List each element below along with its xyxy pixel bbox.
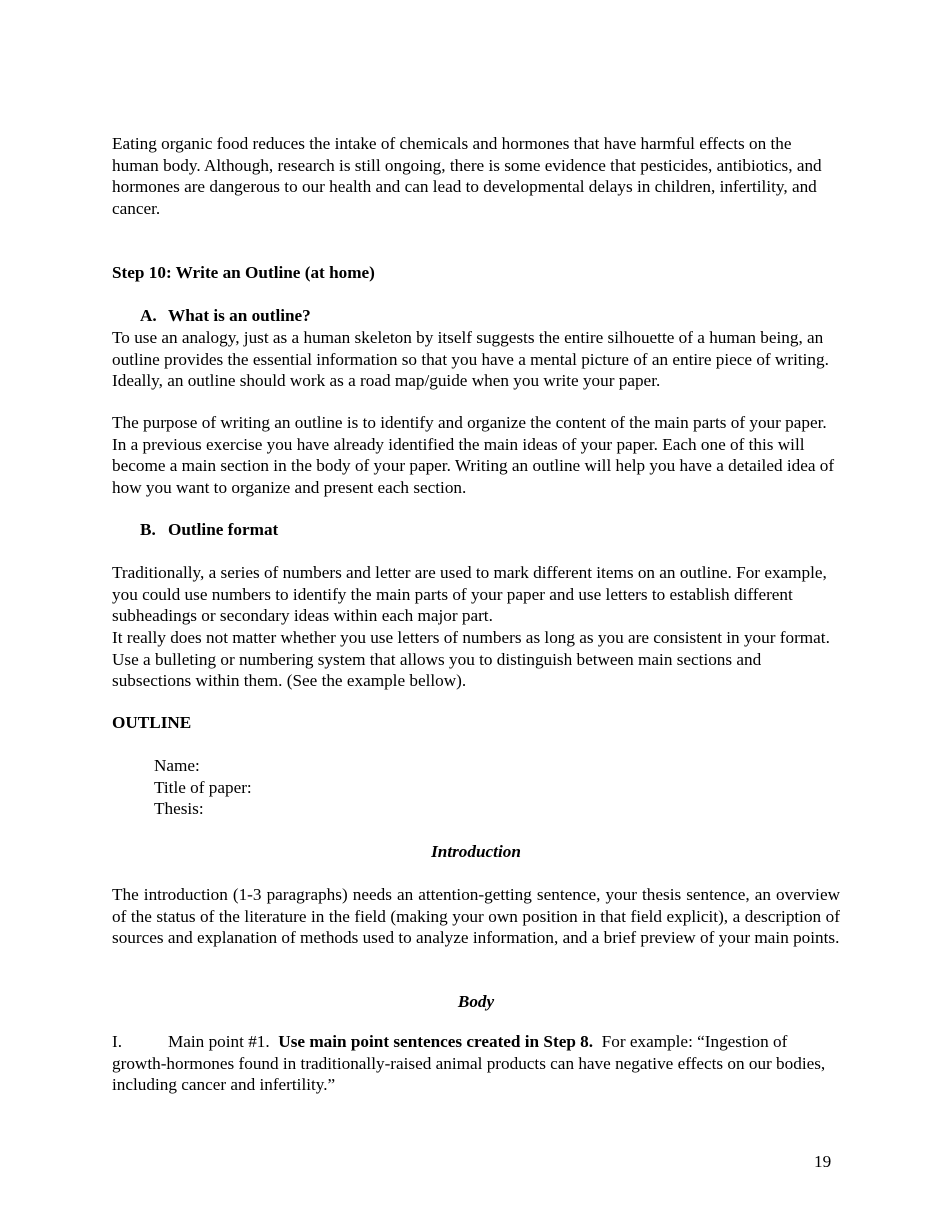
outline-heading: OUTLINE <box>112 713 192 732</box>
section-b-title: Outline format <box>168 520 279 539</box>
section-b-heading <box>112 519 868 541</box>
step-heading: Step 10: Write an Outline (at home) <box>112 263 375 282</box>
section-a-label: A. <box>140 306 157 325</box>
section-b-paragraph-2: It really does not matter whether you use letters of numbers as long as you are consistent in your format. Use a bulleting or numbering system that allows you to distinguish between main sections and subsections within them. (See the example bellow). <box>112 628 830 691</box>
page-number: 19 <box>814 1152 832 1171</box>
name-label: Name: <box>154 756 200 775</box>
section-b-label: B. <box>140 520 156 539</box>
section-a-heading <box>112 305 868 327</box>
section-a-paragraph-2: The purpose of writing an outline is to identify and organize the content of the main parts of your paper. In a previous exercise you have already identified the main ideas of your paper. Each one of this will become a main section in the body of your paper. Writing an outline will help you have a detailed idea of how you want to organize and present each section. <box>112 413 835 497</box>
main-point-rest: For example: “Ingestion of growth-hormones found in traditionally-raised animal products can have negative effects on our bodies, including cancer and infertility.” <box>112 1032 826 1095</box>
main-point-lead: Main point #1. <box>168 1032 270 1051</box>
introduction-heading: Introduction <box>431 842 521 861</box>
section-b-paragraph-1: Traditionally, a series of numbers and letter are used to mark different items on an outline. For example, you could use numbers to identify the main parts of your paper and use letters to establish different subheadings or secondary ideas within each major part. <box>112 563 827 626</box>
title-of-paper-label: Title of paper: <box>154 777 252 797</box>
thesis-label: Thesis: <box>154 799 204 819</box>
intro-paragraph: Eating organic food reduces the intake of chemicals and hormones that have harmful effects on the human body. Although, research is still ongoing, there is some evidence that pesticides, antibiotics, and hormones are dangerous to our health and can lead to developmental delays in children, infertility, and cancer. <box>112 134 822 218</box>
body-heading: Body <box>457 992 495 1011</box>
main-point-bold-text: Use main point sentences created in Step 8. <box>278 1032 594 1051</box>
section-a-title: What is an outline? <box>168 306 311 325</box>
main-point-1 <box>112 1031 840 1096</box>
main-point-numeral: I. <box>112 1032 123 1051</box>
outline-fields <box>112 755 882 820</box>
introduction-text: The introduction (1-3 paragraphs) needs an attention-getting sentence, your thesis sentence, an overview of the status of the literature in the field (making your own position in that field explicit), a description of sources and explanation of methods used to analyze information, and a brief preview of your main points. <box>112 885 840 948</box>
section-a-paragraph-1: To use an analogy, just as a human skeleton by itself suggests the entire silhouette of a human being, an outline provides the essential information so that you have a mental picture of an entire piece of writing. Ideally, an outline should work as a road map/guide when you write your paper. <box>112 328 829 391</box>
